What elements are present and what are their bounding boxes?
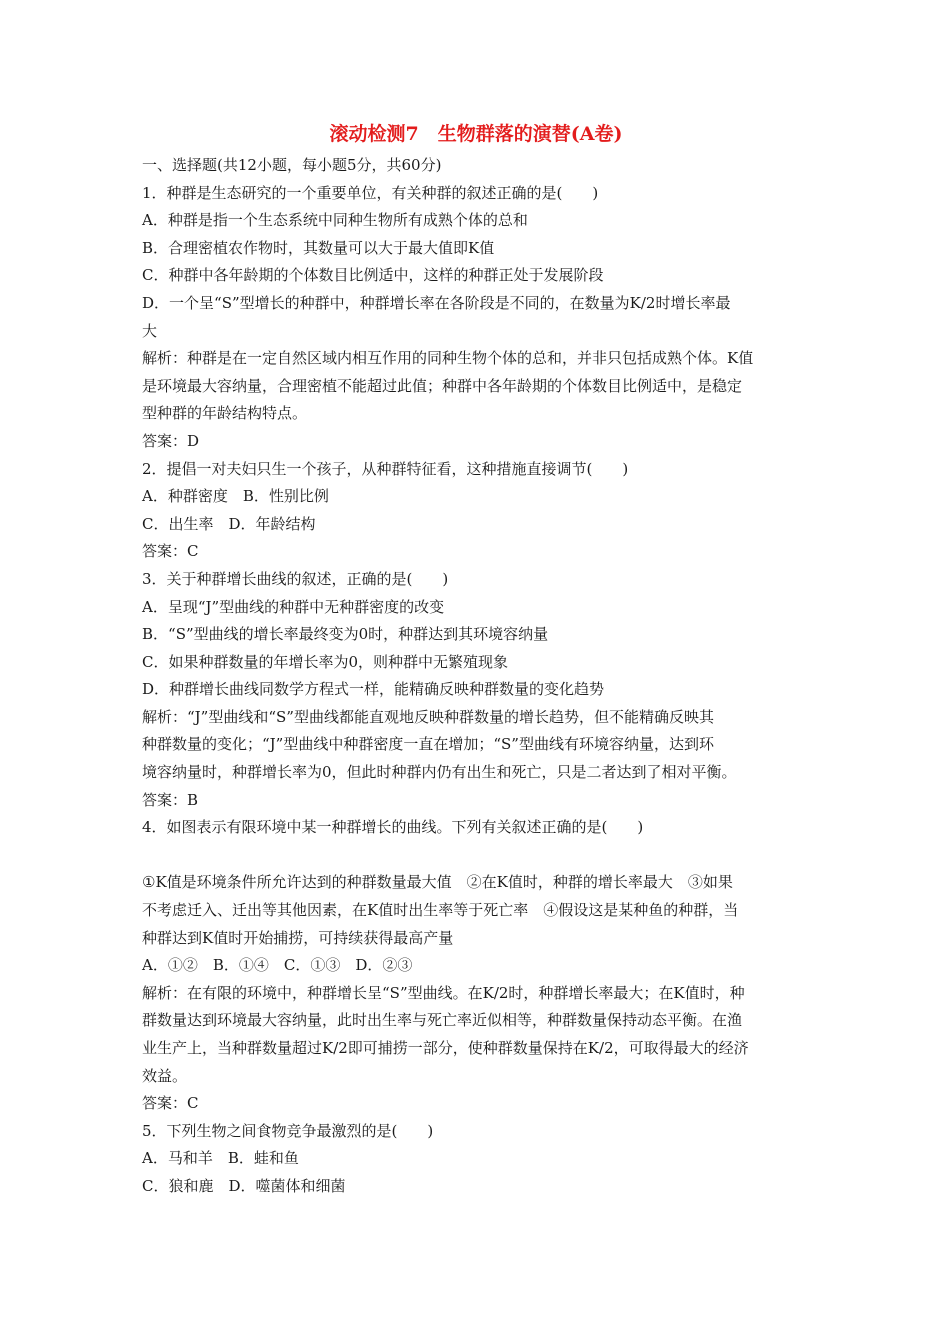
question-3 [142, 566, 810, 814]
explanation-line: 解析：种群是在一定自然区域内相互作用的同种生物个体的总和，并非只包括成熟个体。K值 [142, 349, 754, 368]
options: A．①② B．①④ C．①③ D．②③ [142, 956, 413, 975]
question-4 [142, 814, 810, 1118]
explanation-line: 群数量达到环境最大容纳量，此时出生率与死亡率近似相等，种群数量保持动态平衡。在渔 [142, 1011, 743, 1030]
answer: 答案：D [142, 431, 200, 450]
statement-line: 种群达到K值时开始捕捞，可持续获得最高产量 [142, 928, 454, 947]
explanation-line: 解析：在有限的环境中，种群增长呈“S”型曲线。在K/2时，种群增长率最大；在K值时，种 [142, 983, 745, 1002]
explanation-line: 是环境最大容纳量，合理密植不能超过此值；种群中各年龄期的个体数目比例适中，是稳定 [142, 376, 743, 395]
answer: 答案：B [142, 790, 199, 809]
question-stem: 4．如图表示有限环境中某一种群增长的曲线。下列有关叙述正确的是( ) [142, 818, 644, 837]
answer: 答案：C [142, 1094, 199, 1113]
question-2 [142, 456, 810, 566]
option-d: D．种群增长曲线同数学方程式一样，能精确反映种群数量的变化趋势 [142, 680, 605, 699]
page-title: 滚动检测7 生物群落的演替(A卷) [329, 123, 623, 145]
option-d: D．一个呈“S”型增长的种群中，种群增长率在各阶段是不同的，在数量为K/2时增长率最 [142, 293, 731, 312]
question-stem: 3．关于种群增长曲线的叙述，正确的是( ) [142, 569, 449, 588]
options-cd: C．狼和鹿 D．噬菌体和细菌 [142, 1176, 346, 1195]
explanation-line: 型种群的年龄结构特点。 [142, 404, 308, 423]
explanation-line: 效益。 [142, 1066, 188, 1085]
explanation-line: 种群数量的变化；“J”型曲线中种群密度一直在增加；“S”型曲线有环境容纳量，达到环 [142, 735, 714, 754]
option-b: B．“S”型曲线的增长率最终变为0时，种群达到其环境容纳量 [142, 625, 549, 644]
option-b: B．合理密植农作物时，其数量可以大于最大值即K值 [142, 238, 495, 257]
question-5 [142, 1118, 810, 1201]
question-1 [142, 180, 810, 456]
figure-space [142, 842, 810, 870]
statement-line: 不考虑迁入、迁出等其他因素，在K值时出生率等于死亡率 ④假设这是某种鱼的种群，当 [142, 901, 739, 920]
explanation-line: 业生产上，当种群数量超过K/2即可捕捞一部分，使种群数量保持在K/2，可取得最大的经济 [142, 1039, 749, 1057]
explanation-line: 境容纳量时，种群增长率为0，但此时种群内仍有出生和死亡，只是二者达到了相对平衡。 [142, 763, 737, 782]
section-heading: 一、选择题(共12小题，每小题5分，共60分) [142, 156, 442, 174]
explanation-line: 解析：“J”型曲线和“S”型曲线都能直观地反映种群数量的增长趋势，但不能精确反映其 [142, 707, 714, 726]
document-page [142, 118, 810, 1201]
question-stem: 2．提倡一对夫妇只生一个孩子，从种群特征看，这种措施直接调节( ) [142, 459, 629, 478]
option-a: A．种群是指一个生态系统中同种生物所有成熟个体的总和 [142, 211, 528, 230]
option-d-continued: 大 [142, 321, 158, 340]
question-stem: 1．种群是生态研究的一个重要单位，有关种群的叙述正确的是( ) [142, 183, 599, 202]
options-cd: C．出生率 D．年龄结构 [142, 514, 316, 533]
question-stem: 5．下列生物之间食物竞争最激烈的是( ) [142, 1121, 434, 1140]
options-ab: A．种群密度 B．性别比例 [142, 487, 329, 506]
options-ab: A．马和羊 B．蛙和鱼 [142, 1149, 299, 1168]
option-c: C．如果种群数量的年增长率为0，则种群中无繁殖现象 [142, 652, 509, 671]
option-a: A．呈现“J”型曲线的种群中无种群密度的改变 [142, 597, 445, 616]
answer: 答案：C [142, 542, 199, 561]
option-c: C．种群中各年龄期的个体数目比例适中，这样的种群正处于发展阶段 [142, 266, 604, 285]
statement-line: ①K值是环境条件所允许达到的种群数量最大值 ②在K值时，种群的增长率最大 ③如果 [142, 873, 733, 892]
